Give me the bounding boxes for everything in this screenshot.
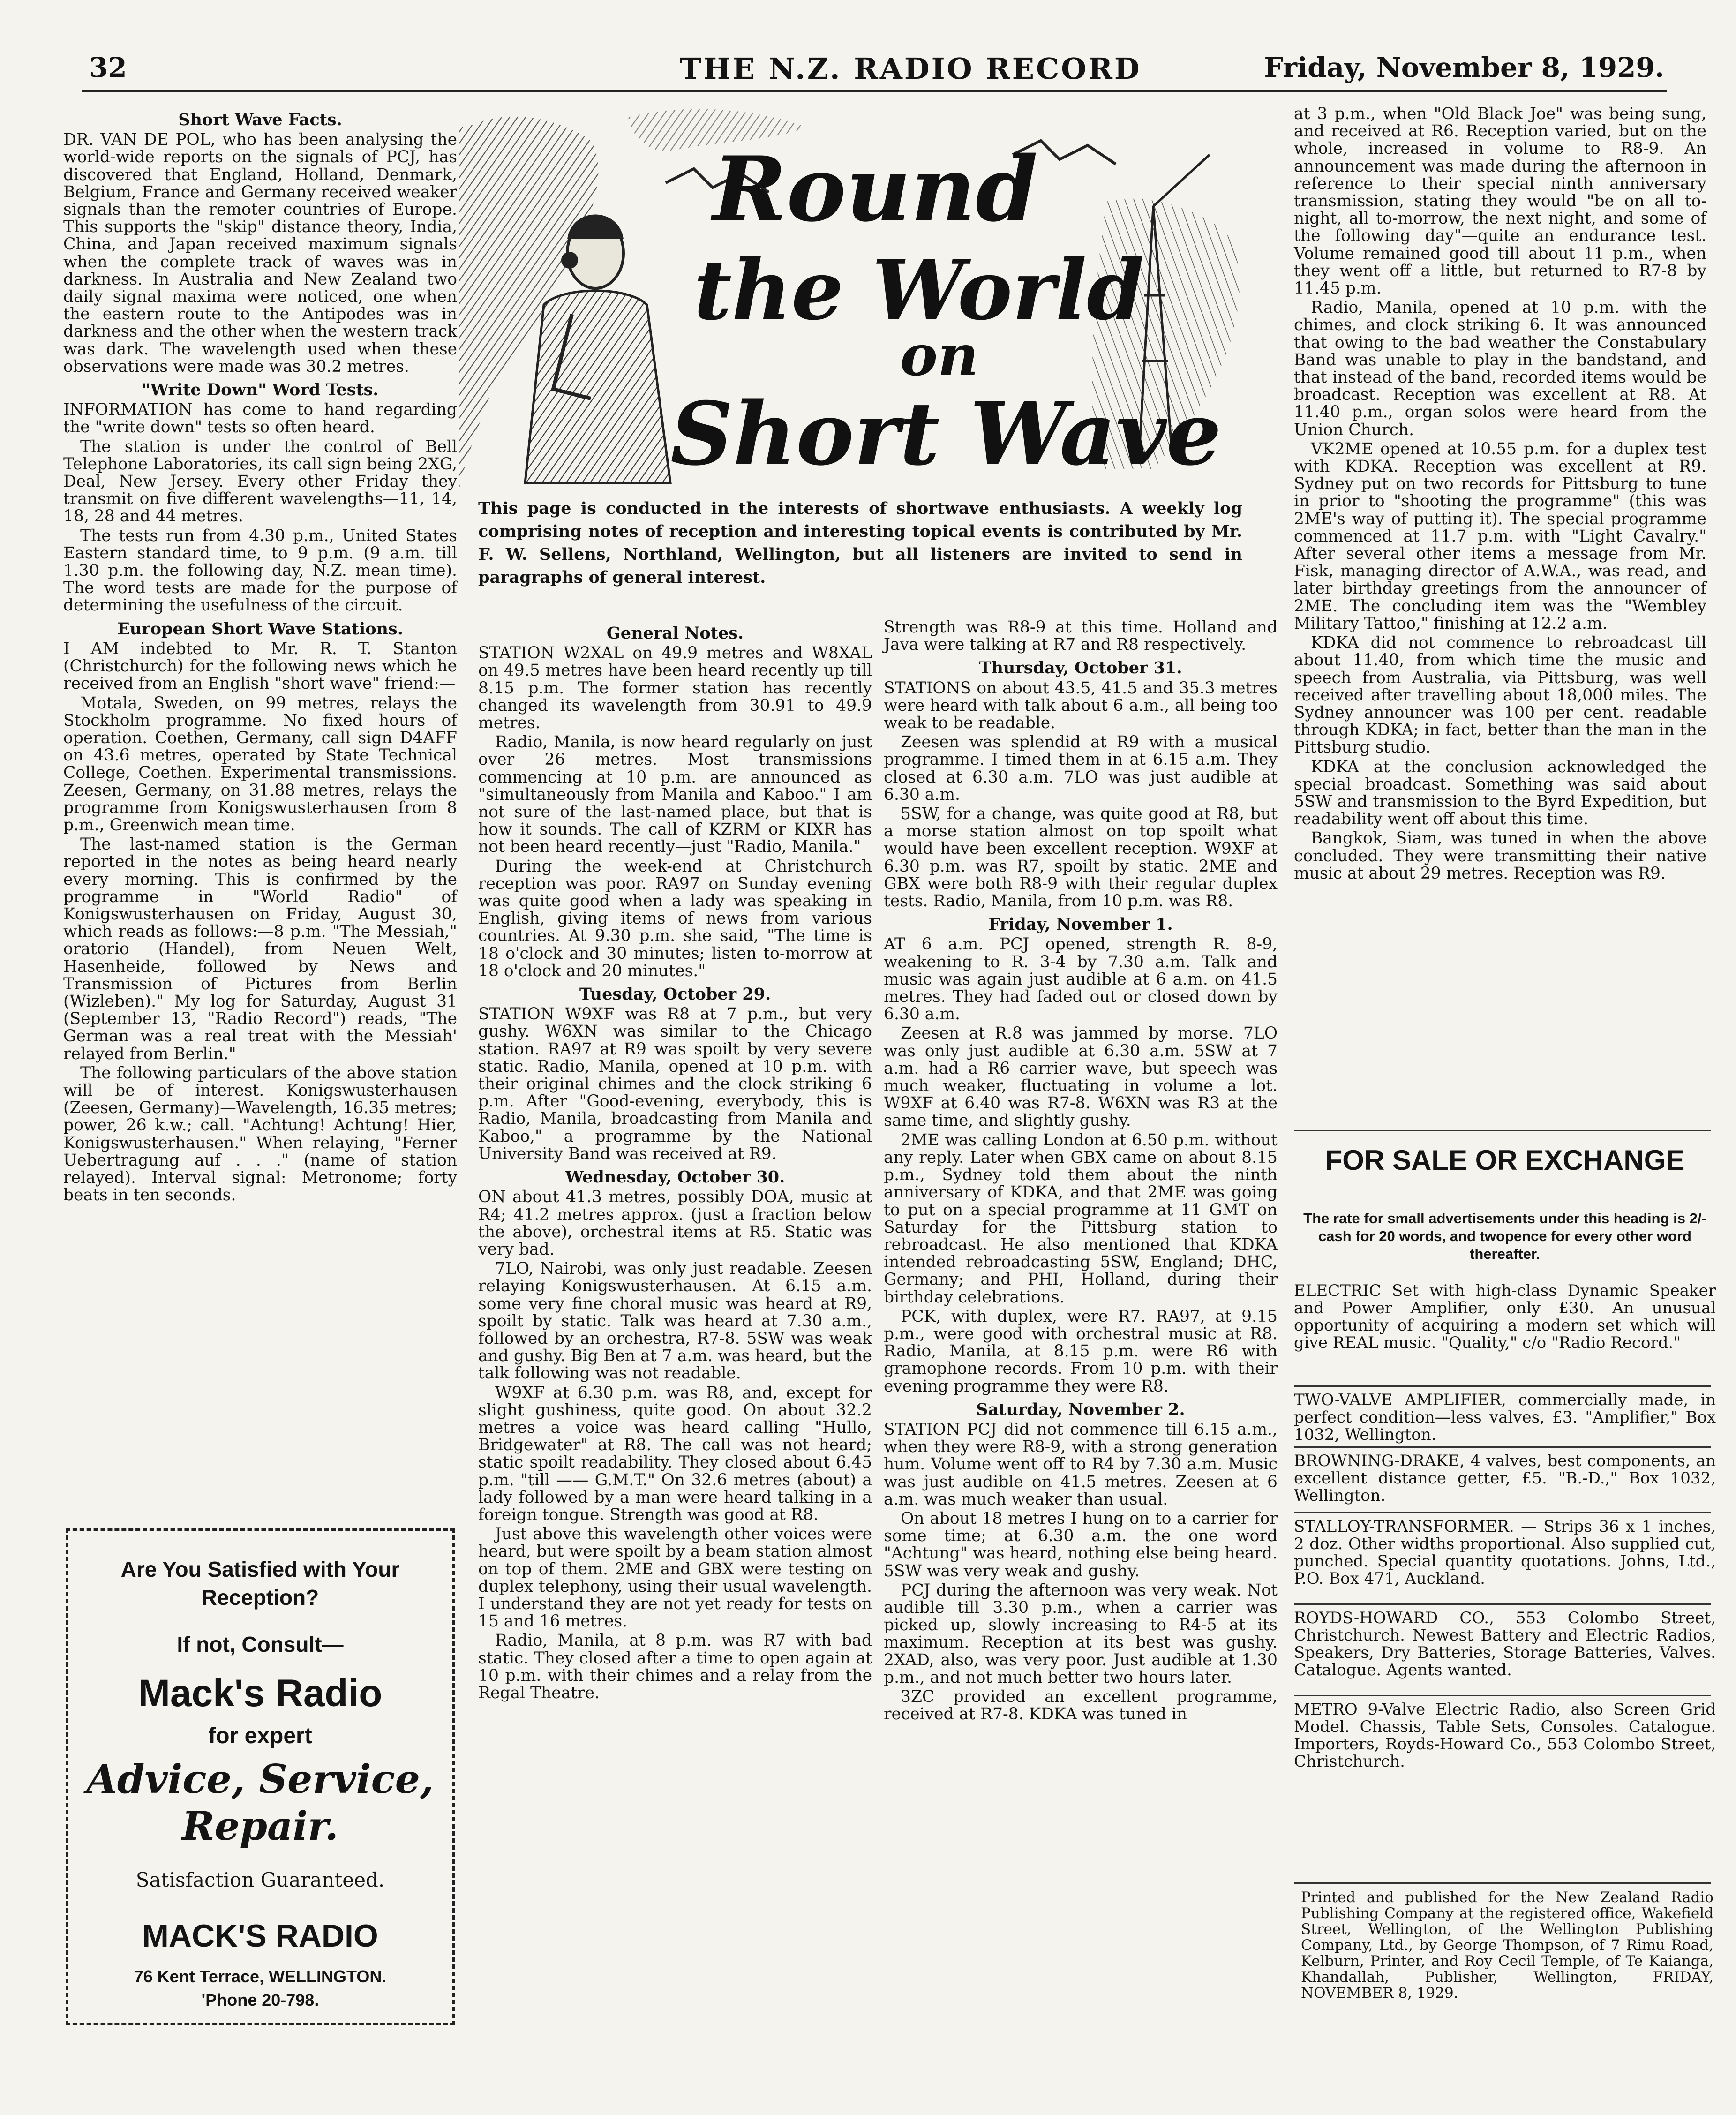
paragraph: The following particulars of the above station will be of interest. Konigswusterhausen (Zeesen, Germany)—Wavelength, 16.35 metres; power, 26 k.w.; call. "Achtung! Achtung! Hier, Konigswusterhausen." When relaying, "Ferner Uebertragung auf . . ." (name of station relayed). Interval signal: Metronome; forty beats in ten seconds.: [63, 1063, 457, 1205]
banner-artwork: [450, 98, 1256, 497]
page-header: [89, 52, 1664, 89]
masthead-title: THE N.Z. RADIO RECORD: [680, 52, 1142, 86]
paragraph: Zeesen at R.8 was jammed by morse. 7LO was only just audible at 6.30 a.m. 5SW at 7 a.m. had a R6 carrier wave, but speech was much weaker, fluctuating in volume a lot. W9XF at 6.40 was R7-8. W6XN was R3 at the same time, and slightly gushy.: [884, 1024, 1278, 1130]
paragraph: The last-named station is the German reported in the notes as being heard nearly every morning. This is confirmed by the programme in "World Radio" of Konigswusterhausen on Friday, August 30, which reads as follows:—8 p.m. "The Messiah," oratorio (Handel), from Neuen Welt, Hasenheide, followed by News and Transmission of Pictures from Berlin (Wizleben)." My log for Saturday, August 31 (September 13, "Radio Record") reads, "The German was a real treat with the Messiah' relayed from Berlin.": [63, 835, 457, 1063]
column-3: [884, 619, 1278, 1725]
paragraph: STATION W9XF was R8 at 7 p.m., but very gushy. W6XN was similar to the Chicago station. RA97 at R9 was spoilt by very severe static. Radio, Manila, opened at 10 p.m. with their original chimes and the clock striking 6 p.m. After "Good-evening, everybody, this is Radio, Manila, broadcasting from Manila and Kaboo," a programme by the National University Band was received at R9.: [478, 1005, 872, 1163]
paragraph: PCK, with duplex, were R7. RA97, at 9.15 p.m., were good with orchestral music at R8. Radio, Manila, at 8.15 p.m. were R6 with gramophone records. From 10 p.m. with their evening programme they were R8.: [884, 1307, 1278, 1396]
classified-ad-amplifier: TWO-VALVE AMPLIFIER, commercially made, in perfect condition—less valves, £3. "Amplifier," Box 1032, Wellington.: [1294, 1391, 1716, 1444]
paragraph: PCJ during the afternoon was very weak. Not audible till 3.30 p.m., when a carrier was picked up, slowly increasing to R4-5 at its maximum. Reception at its best was gushy. 2XAD, also, was very poor. Just audible at 1.30 p.m., and not much better two hours later.: [884, 1581, 1278, 1687]
paragraph: KDKA did not commence to rebroadcast till about 11.40, from which time the music and speech from Australia, via Pittsburg, was well received after travelling about 18,000 miles. The Sydney announcer was 100 per cent. readable through KDKA; in fact, better than the man in the Pittsburg studio.: [1294, 633, 1706, 757]
ad-brand: Mack's Radio: [138, 1672, 383, 1715]
column-4: [1294, 105, 1706, 884]
heading-tuesday: Tuesday, October 29.: [579, 985, 771, 1004]
section-rule: [1294, 1130, 1711, 1131]
paragraph: I AM indebted to Mr. R. T. Stanton (Christchurch) for the following news which he received from an English "short wave" friend:—: [63, 639, 457, 693]
ad-services: Repair.: [181, 1803, 339, 1849]
ad-services: Advice, Service,: [86, 1756, 434, 1802]
paragraph: The tests run from 4.30 p.m., United States Eastern standard time, to 9 p.m. (9 a.m. till 1.30 p.m. the following day, N.Z. mean time). The word tests are made for the purpose of determining the usefulness of the circuit.: [63, 526, 457, 615]
ad-address: 76 Kent Terrace, WELLINGTON.: [134, 1967, 387, 1986]
classified-divider: [1294, 1385, 1711, 1387]
classified-divider: [1294, 1603, 1711, 1605]
column-2: [478, 619, 872, 1704]
banner-title: [670, 137, 1222, 485]
ad-brand: MACK'S RADIO: [142, 1918, 378, 1954]
paragraph: Just above this wavelength other voices were heard, but were spoilt by a beam station almost on top of them. 2ME and GBX were testing on duplex telephony, using their usual wavelength. I understand they are not yet ready for tests on 15 and 16 metres.: [478, 1525, 872, 1631]
paragraph: VK2ME opened at 10.55 p.m. for a duplex test with KDKA. Reception was excellent at R9. Sydney put on two records for Pittsburg to tune in prior to "shooting the programme" (this was 2ME's way of putting it). The special programme commenced at 11.7 p.m. with "Light Cavalry." After several other items a message from Mr. Fisk, managing director of A.W.A., was read, and later birthday greetings from the announcer of 2ME. The concluding item was the "Wembley Military Tattoo," finishing at 12.2 a.m.: [1294, 439, 1706, 633]
ad-line: If not, Consult—: [177, 1632, 344, 1656]
paragraph: KDKA at the conclusion acknowledged the special broadcast. Something was said about 5SW and transmission to the Byrd Expedition, but readability went off about this time.: [1294, 757, 1706, 829]
column-1: [63, 105, 457, 1206]
ad-line: Are You Satisfied with Your: [120, 1557, 400, 1581]
paragraph: 2ME was calling London at 6.50 p.m. without any reply. Later when GBX came on about 8.15 p.m., Sydney told them about the ninth anniversary of KDKA, and that 2ME was going to put on a special programme at 11 GMT on Saturday for the Pittsburg station to rebroadcast. He also mentioned that KDKA intended rebroadcasting 5SW, England; DHC, Germany; and PHI, Holland, during their birthday celebrations.: [884, 1130, 1278, 1307]
heading-thursday: Thursday, October 31.: [979, 658, 1182, 678]
classified-rate-note: The rate for small advertisements under this heading is 2/- cash for 20 words, and twopence for every other word thereafter.: [1303, 1210, 1706, 1262]
classified-divider: [1294, 1512, 1711, 1513]
header-rule: [82, 90, 1667, 92]
issue-date: Friday, November 8, 1929.: [1264, 52, 1664, 83]
banner-title-line3: on: [900, 323, 979, 389]
paragraph: INFORMATION has come to hand regarding the "write down" tests so often heard.: [63, 400, 457, 437]
banner-title-line2: the World: [694, 242, 1144, 339]
ad-phone: 'Phone 20-798.: [201, 1990, 319, 2010]
classified-divider: [1294, 1695, 1711, 1696]
paragraph: STATIONS on about 43.5, 41.5 and 35.3 metres were heard with talk about 6 a.m., all being too weak to be readable.: [884, 678, 1278, 733]
paragraph: 3ZC provided an excellent programme, received at R7-8. KDKA was tuned in: [884, 1687, 1278, 1724]
classified-ad-metro: METRO 9-Valve Electric Radio, also Screen Grid Model. Chassis, Table Sets, Consoles. Catalogue. Importers, Royds-Howard Co., 553 Colombo Street, Christchurch.: [1294, 1700, 1716, 1771]
paragraph: During the week-end at Christchurch reception was poor. RA97 on Sunday evening was quite good when a lady was speaking in English, giving items of news from various countries. At 9.30 p.m. she said, "The time is 18 o'clock and 30 minutes; listen to-morrow at 18 o'clock and 20 minutes.": [478, 857, 872, 980]
paragraph: Radio, Manila, is now heard regularly on just over 26 metres. Most transmissions commencing at 10 p.m. are announced as "simultaneously from Manila and Kaboo." I am not sure of the last-named place, but that is how it sounds. The call of KZRM or KIXR has not been heard recently—just "Radio, Manila.": [478, 733, 872, 857]
classified-ad-electric: ELECTRIC Set with high-class Dynamic Speaker and Power Amplifier, only £30. An unusual opportunity of acquiring a modern set which will give REAL music. "Quality," c/o "Radio Record.": [1294, 1281, 1716, 1352]
heading-short-wave-facts: Short Wave Facts.: [178, 110, 342, 129]
ad-line: for expert: [208, 1724, 312, 1748]
paragraph: Motala, Sweden, on 99 metres, relays the Stockholm programme. No fixed hours of operation. Coethen, Germany, call sign D4AFF on 43.6 metres, operated by State Technical College, Coethen. Experimental transmissions. Zeesen, Germany, on 31.88 metres, relays the programme from Konigswusterhausen from 8 p.m., Greenwich mean time.: [63, 693, 457, 835]
paragraph: AT 6 a.m. PCJ opened, strength R. 8-9, weakening to R. 3-4 by 7.30 a.m. Talk and music was again just audible at 6 a.m. on 41.5 metres. They had faded out or closed down by 6.30 a.m.: [884, 935, 1278, 1024]
classified-divider: [1294, 1446, 1711, 1448]
ad-line: Reception?: [201, 1585, 319, 1610]
publisher-imprint: Printed and published for the New Zealand Radio Publishing Company at the registered office, Wakefield Street, Wellington, of the Wellington Publishing Company, Ltd., by George Thompson, of 7 Rimu Road, Kelburn, Printer, and Roy Cecil Temple, of Te Kaianga, Khandallah, Publisher, Wellington, FRIDAY, NOVEMBER 8, 1929.: [1301, 1889, 1713, 2002]
classified-ad-royds-howard: ROYDS-HOWARD CO., 553 Colombo Street, Christchurch. Newest Battery and Electric Radios, Speakers, Dry Batteries, Storage Batteries, Valves. Catalogue. Agents wanted.: [1294, 1609, 1716, 1679]
paragraph: Radio, Manila, at 8 p.m. was R7 with bad static. They closed after a time to open again at 10 p.m. with their chimes and a relay from the Regal Theatre.: [478, 1631, 872, 1702]
heading-european-stations: European Short Wave Stations.: [117, 619, 403, 639]
for-sale-heading: FOR SALE OR EXCHANGE: [1325, 1144, 1685, 1176]
paragraph: at 3 p.m., when "Old Black Joe" was being sung, and received at R6. Reception varied, but on the whole, increased in volume to R8-9. An announcement was made during the afternoon in reference to their special ninth anniversary transmission, stating they would "be on all to-night, all to-morrow, the next night, and some of the following day"—quite an endurance test. Volume remained good till about 11 p.m., when they went off a little, but returned to R7-8 by 11.45 p.m.: [1294, 105, 1706, 298]
paragraph: ON about 41.3 metres, possibly DOA, music at R4; 41.2 metres approx. (just a fraction below the above), orchestral items at R5. Static was very bad.: [478, 1188, 872, 1259]
ad-line: Satisfaction Guaranteed.: [135, 1868, 385, 1891]
banner-title-line1: Round: [713, 137, 1038, 241]
banner-title-line4: Short Wave: [670, 383, 1222, 485]
classified-ad-browning-drake: BROWNING-DRAKE, 4 valves, best components, an excellent distance getter, £5. "B.-D.," Box 1032, Wellington.: [1294, 1452, 1716, 1505]
paragraph: 7LO, Nairobi, was only just readable. Zeesen relaying Konigswusterhausen. At 6.15 a.m. some very fine choral music was heard at R9, spoilt by static. Talk was heard at 7.30 a.m., followed by an orchestra, R7-8. 5SW was weak and gushy. Big Ben at 7 a.m. was heard, but the talk following was not readable.: [478, 1259, 872, 1383]
intro-paragraph: This page is conducted in the interests of shortwave enthusiasts. A weekly log comprising notes of reception and interesting topical events is contributed by Mr. F. W. Sellens, Northland, Wellington, but all listeners are invited to send in paragraphs of general interest.: [478, 499, 1242, 587]
paragraph: The station is under the control of Bell Telephone Laboratories, its call sign being 2XG, Deal, New Jersey. Every other Friday they transmit on five different wavelengths—11, 14, 18, 28 and 44 metres.: [63, 437, 457, 526]
imprint-rule: [1294, 1882, 1711, 1884]
paragraph: Bangkok, Siam, was tuned in when the above concluded. They were transmitting their native music at about 29 metres. Reception was R9.: [1294, 829, 1706, 883]
heading-saturday: Saturday, November 2.: [976, 1400, 1185, 1419]
paragraph: 5SW, for a change, was quite good at R8, but a morse station almost on top spoilt what would have been excellent reception. W9XF at 6.30 p.m. was R7, spoilt by static. 2ME and GBX were both R8-9 with their regular duplex tests. Radio, Manila, from 10 p.m. was R8.: [884, 805, 1278, 911]
paragraph: Zeesen was splendid at R9 with a musical programme. I timed them in at 6.15 a.m. They closed at 6.30 a.m. 7LO was just audible at 6.30 a.m.: [884, 733, 1278, 804]
page-number: 32: [89, 52, 127, 83]
paragraph: DR. VAN DE POL, who has been analysing the world-wide reports on the signals of PCJ, has discovered that England, Holland, Denmark, Belgium, France and Germany received weaker signals than the remoter countries of Europe. This supports the "skip" distance theory, India, China, and Japan received maximum signals when the complete track of waves was in darkness. In Australia and New Zealand two daily signal maxima were noticed, one when the eastern route to the Antipodes was in darkness and the other when the western track was dark. The wavelength used when these observations were made was 30.2 metres.: [63, 130, 457, 376]
paragraph: On about 18 metres I hung on to a carrier for some time; at 6.30 a.m. the one word "Achtung" was heard, nothing else being heard. 5SW was very weak and gushy.: [884, 1509, 1278, 1581]
macks-radio-advertisement: [66, 1528, 455, 2025]
paragraph: STATION W2XAL on 49.9 metres and W8XAL on 49.5 metres have been heard recently up till 8.15 p.m. The former station has recently changed its wavelength from 30.91 to 49.9 metres.: [478, 644, 872, 733]
paragraph: Radio, Manila, opened at 10 p.m. with the chimes, and clock striking 6. It was announced that owing to the bad weather the Constabulary Band was unable to play in the bandstand, and that instead of the band, recorded items would be broadcast. Reception was excellent at R8. At 11.40 p.m., organ solos were heard from the Union Church.: [1294, 298, 1706, 439]
banner-illustration: [450, 98, 1256, 497]
heading-general-notes: General Notes.: [606, 624, 744, 643]
classified-ad-stalloy: STALLOY-TRANSFORMER. — Strips 36 x 1 inches, 2 doz. Other widths proportional. Also supplied cut, punched. Special quantity quotations. Johns, Ltd., P.O. Box 471, Auckland.: [1294, 1517, 1716, 1588]
heading-friday: Friday, November 1.: [988, 915, 1173, 934]
paragraph: STATION PCJ did not commence till 6.15 a.m., when they were R8-9, with a strong generation hum. Volume went off to R4 by 7.30 a.m. Music was just audible on 41.5 metres. Zeesen at 6 a.m. was much weaker than usual.: [884, 1420, 1278, 1509]
paragraph: Strength was R8-9 at this time. Holland and Java were talking at R7 and R8 respectively.: [884, 618, 1278, 655]
heading-wednesday: Wednesday, October 30.: [565, 1167, 785, 1187]
heading-write-down: "Write Down" Word Tests.: [142, 380, 379, 400]
paragraph: W9XF at 6.30 p.m. was R8, and, except for slight gushiness, quite good. On about 32.2 metres a voice was heard calling "Hullo, Bridgewater" at R8. The call was not heard; static spoilt readability. They closed about 6.45 p.m. "till —— G.M.T." On 32.6 metres (about) a lady followed by a man were heard talking in a foreign tongue. Strength was good at R8.: [478, 1383, 872, 1524]
